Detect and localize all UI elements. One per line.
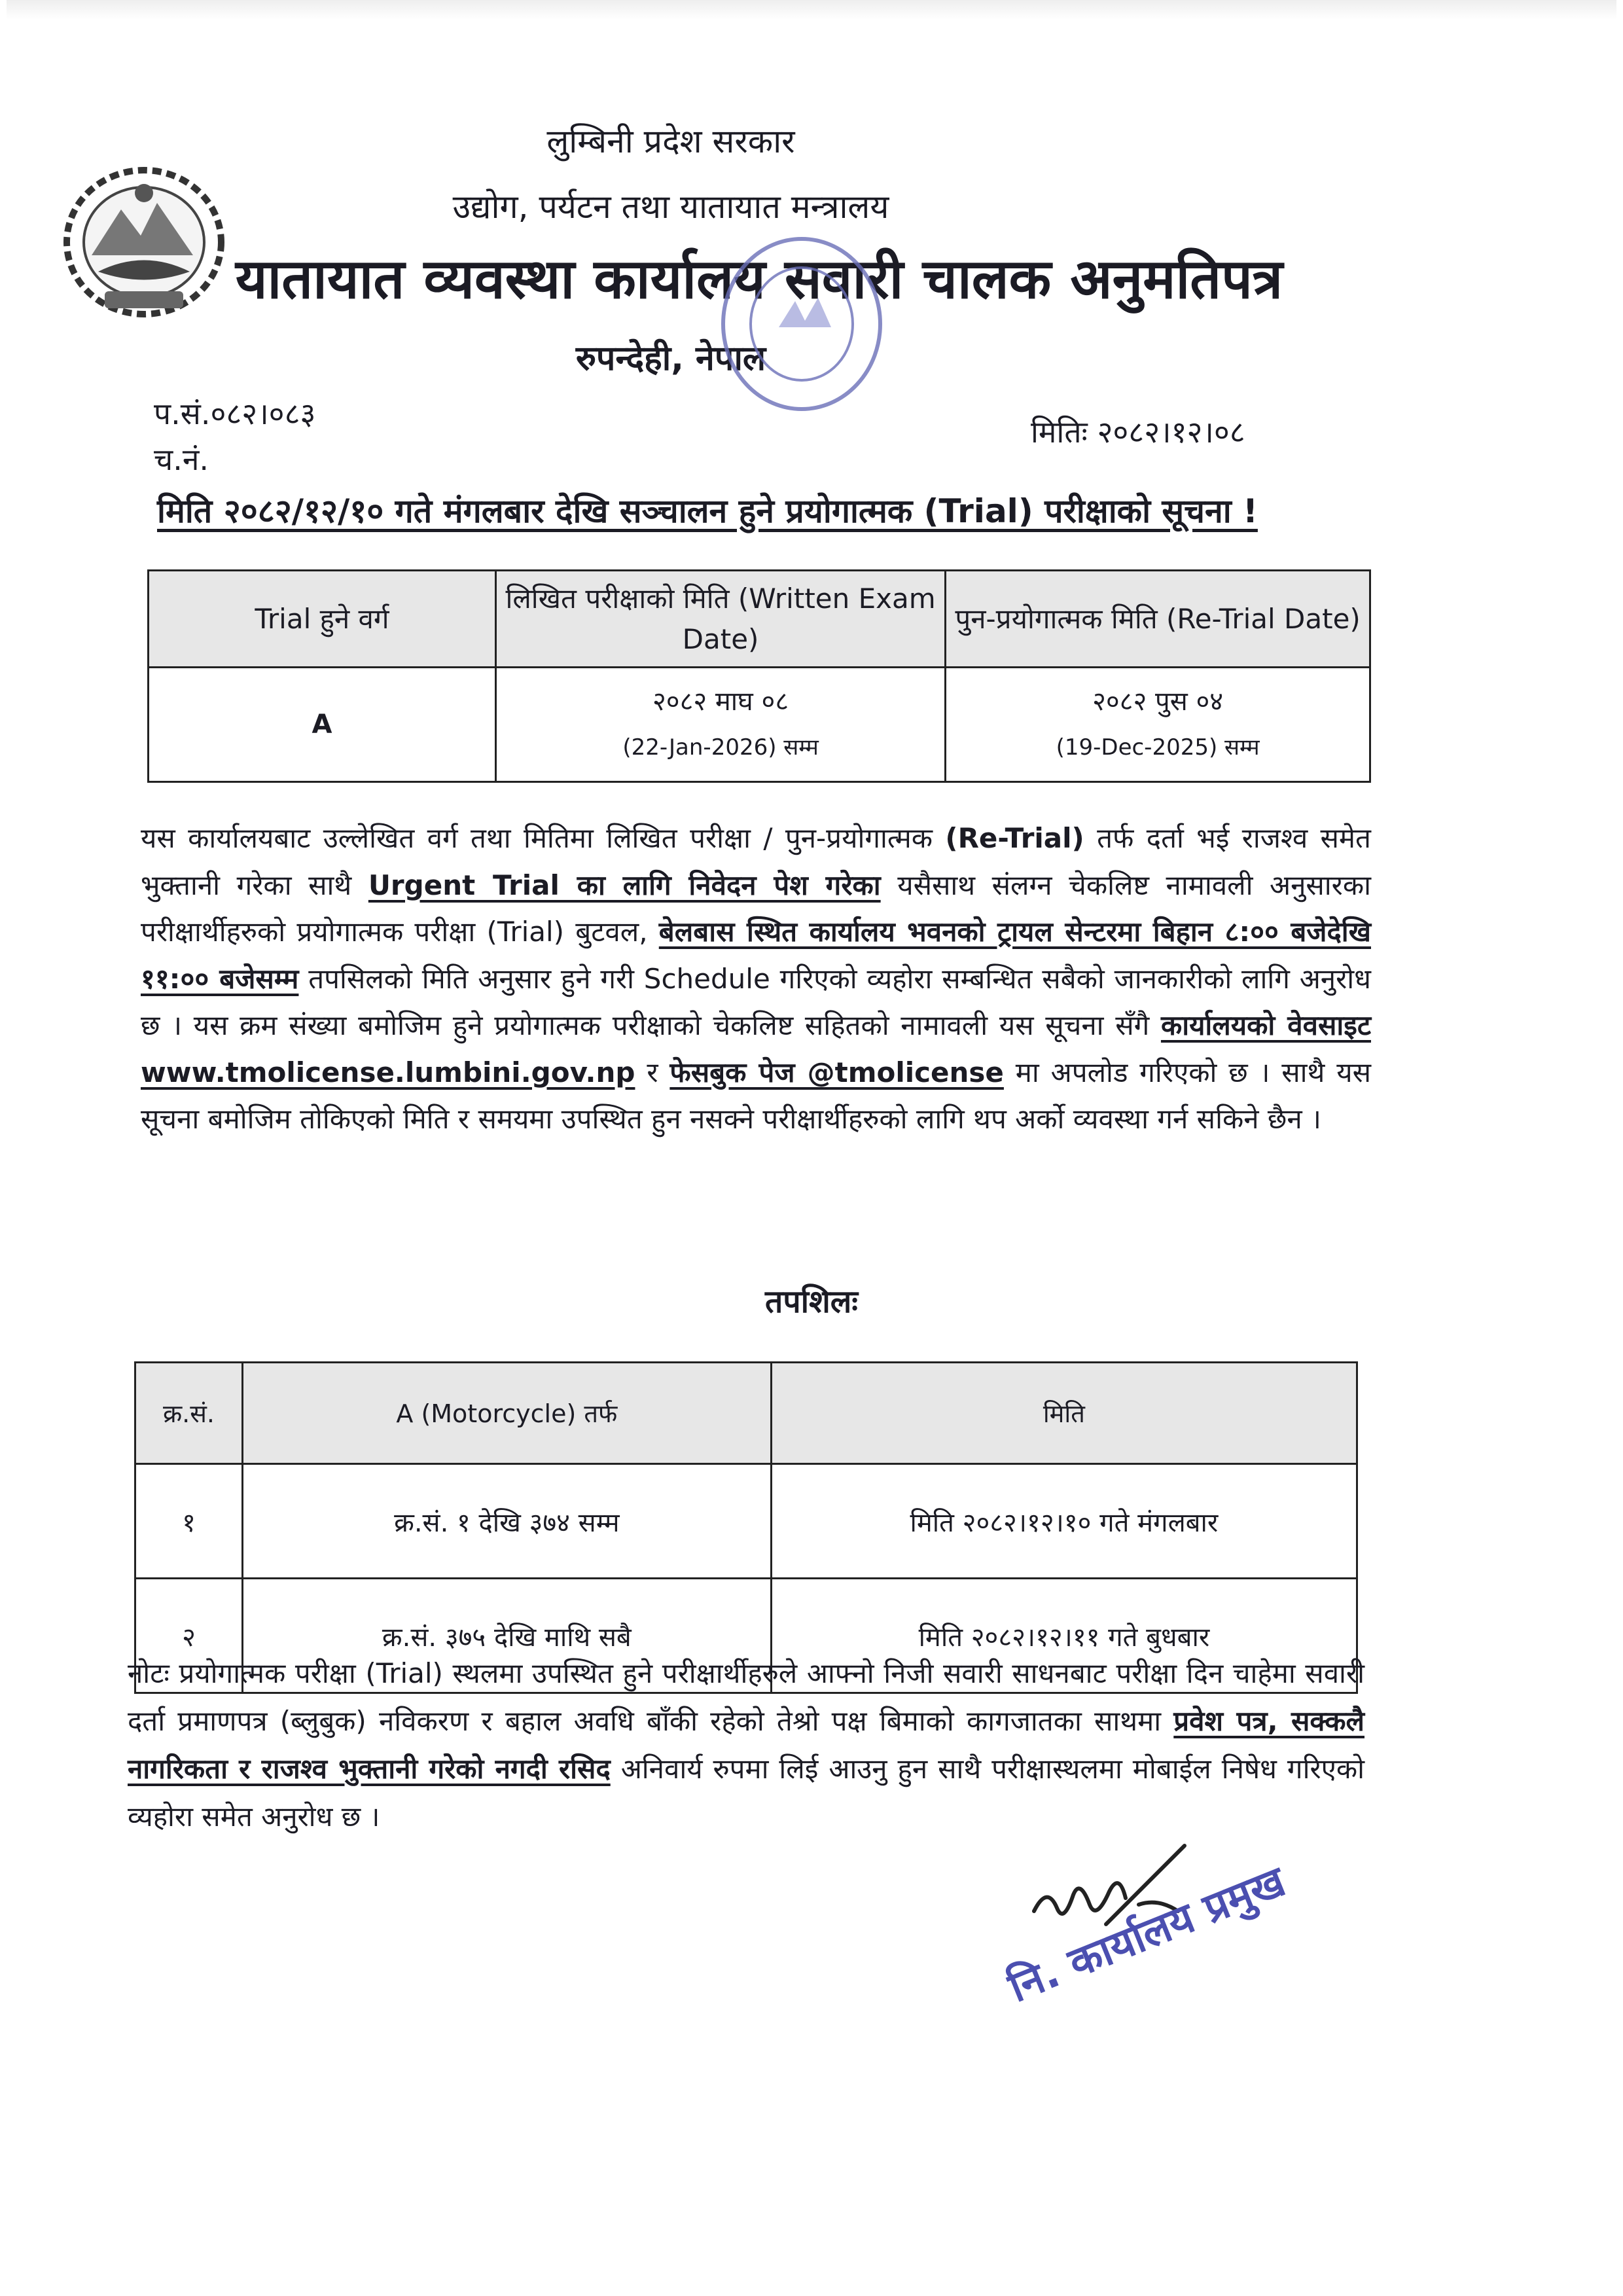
col-header-date: मिति — [771, 1363, 1357, 1464]
schedule-heading: तपशिलः — [765, 1283, 858, 1320]
ref-number: प.सं.०८२।०८३ — [154, 396, 316, 431]
retrial-date-cell — [946, 668, 1370, 782]
office-website-label: कार्यालयको वेवसाइट — [1160, 1009, 1371, 1041]
body-text: तर्फ दर्ता भई राजश्व समेत भुक्तानी गरेका साथै — [141, 822, 1371, 901]
dispatch-number: च.नं. — [154, 442, 209, 477]
row-date: मिति २०८२।१२।११ गते बुधबार — [771, 1579, 1357, 1693]
body-text: र — [635, 1056, 670, 1088]
exam-date-table — [147, 569, 1371, 783]
venue-time-text: बेलबास स्थित कार्यालय भवनको ट्रायल सेन्टरमा बिहान ८:०० बजेदेखि ११:०० बजेसम्म — [141, 916, 1371, 995]
row-range: क्र.सं. १ देखि ३७४ सम्म — [242, 1464, 771, 1579]
header-ministry: उद्योग, पर्यटन तथा यातायात मन्त्रालय — [452, 188, 889, 226]
notice-title: मिति २०८२/१२/१० गते मंगलबार देखि सञ्चालन हुने प्रयोगात्मक (Trial) परीक्षाको सूचना ! — [157, 492, 1258, 530]
row-sn: १ — [135, 1464, 243, 1579]
category-cell: A — [149, 668, 496, 782]
header-location: रुपन्देही, नेपाल — [575, 339, 766, 378]
col-header-written-date: लिखित परीक्षाको मिति (Written Exam Date) — [495, 571, 945, 668]
office-head-stamp: नि. कार्यालय प्रमुख — [1002, 1857, 1293, 2013]
scan-edge — [7, 0, 1616, 20]
col-header-sn: क्र.सं. — [135, 1363, 243, 1464]
nepal-emblem-icon — [59, 157, 229, 327]
col-header-retrial-date: पुन-प्रयोगात्मक मिति (Re-Trial Date) — [946, 571, 1370, 668]
header-office: यातायात व्यवस्था कार्यालय सवारी चालक अनुमतिपत्र — [235, 247, 1283, 311]
note-paragraph — [128, 1649, 1364, 1840]
retrial-date-np: २०८२ पुस ०४ — [1092, 687, 1224, 717]
written-date-np: २०८२ माघ ०८ — [652, 687, 789, 717]
required-documents-text: प्रवेश पत्र, सक्कलै नागरिकता र राजश्व भुक्तानी गरेको नगदी रसिद — [128, 1705, 1364, 1785]
website-link[interactable]: www.tmolicense.lumbini.gov.np — [141, 1056, 635, 1088]
notice-date: मितिः २०८२।१२।०८ — [1031, 414, 1245, 450]
written-date-cell — [495, 668, 945, 782]
body-text: मा अपलोड गरिएको छ । साथै यस सूचना बमोजिम तोकिएको मिति र समयमा उपस्थित हुन नसक्ने परीक्षार्थीहरुको लागि थप अर्को व्यवस्था गर्न सकिने छैन । — [141, 1056, 1372, 1135]
office-stamp-icon — [713, 229, 890, 419]
retrial-date-en: (19-Dec-2025) सम्म — [1056, 734, 1260, 761]
row-sn: २ — [135, 1579, 243, 1693]
body-text: यस कार्यालयबाट उल्लेखित वर्ग तथा मितिमा लिखित परीक्षा / पुन-प्रयोगात्मक — [141, 822, 946, 854]
note-text: अनिवार्य रुपमा लिई आउनु हुन साथै परीक्षास्थलमा मोबाईल निषेध गरिएको व्यहोरा समेत अनुरोध छ । — [128, 1753, 1364, 1833]
row-date: मिति २०८२।१२।१० गते मंगलबार — [771, 1464, 1357, 1579]
schedule-table — [134, 1361, 1358, 1694]
body-text: तपसिलको मिति अनुसार हुने गरी Schedule गरिएको व्यहोरा सम्बन्धित सबैको जानकारीको लागि अनुरोध छ । यस क्रम संख्या बमोजिम हुने प्रयोगात्मक परीक्षाको चेकलिष्ट सहितको नामावली यस सूचना सँगै — [141, 962, 1371, 1041]
urgent-trial-text: Urgent Trial का लागि निवेदन पेश गरेका — [368, 869, 881, 901]
written-date-en: (22-Jan-2026) सम्म — [622, 734, 819, 761]
row-range: क्र.सं. ३७५ देखि माथि सबै — [242, 1579, 771, 1693]
table-row — [135, 1464, 1357, 1579]
notice-body — [141, 815, 1371, 1143]
note-text: नोटः प्रयोगात्मक परीक्षा (Trial) स्थलमा उपस्थित हुने परीक्षार्थीहरुले आफ्नो निजी सवारी साधनबाट परीक्षा दिन चाहेमा सवारी दर्ता प्रमाणपत्र (ब्लुबुक) नविकरण र बहाल अवधि बाँकी रहेको तेश्रो पक्ष बिमाको कागजातका साथमा — [128, 1657, 1364, 1737]
col-header-category: Trial हुने वर्ग — [149, 571, 496, 668]
body-text: यसैसाथ संलग्न चेकलिष्ट नामावली अनुसारका परीक्षार्थीहरुको प्रयोगात्मक परीक्षा (Trial) बुटवल, — [141, 869, 1371, 948]
retrial-term: (Re-Trial) — [945, 822, 1084, 854]
facebook-page-link[interactable]: फेसबुक पेज @tmolicense — [669, 1056, 1004, 1088]
col-header-range: A (Motorcycle) तर्फ — [242, 1363, 771, 1464]
header-province: लुम्बिनी प्रदेश सरकार — [546, 122, 795, 160]
